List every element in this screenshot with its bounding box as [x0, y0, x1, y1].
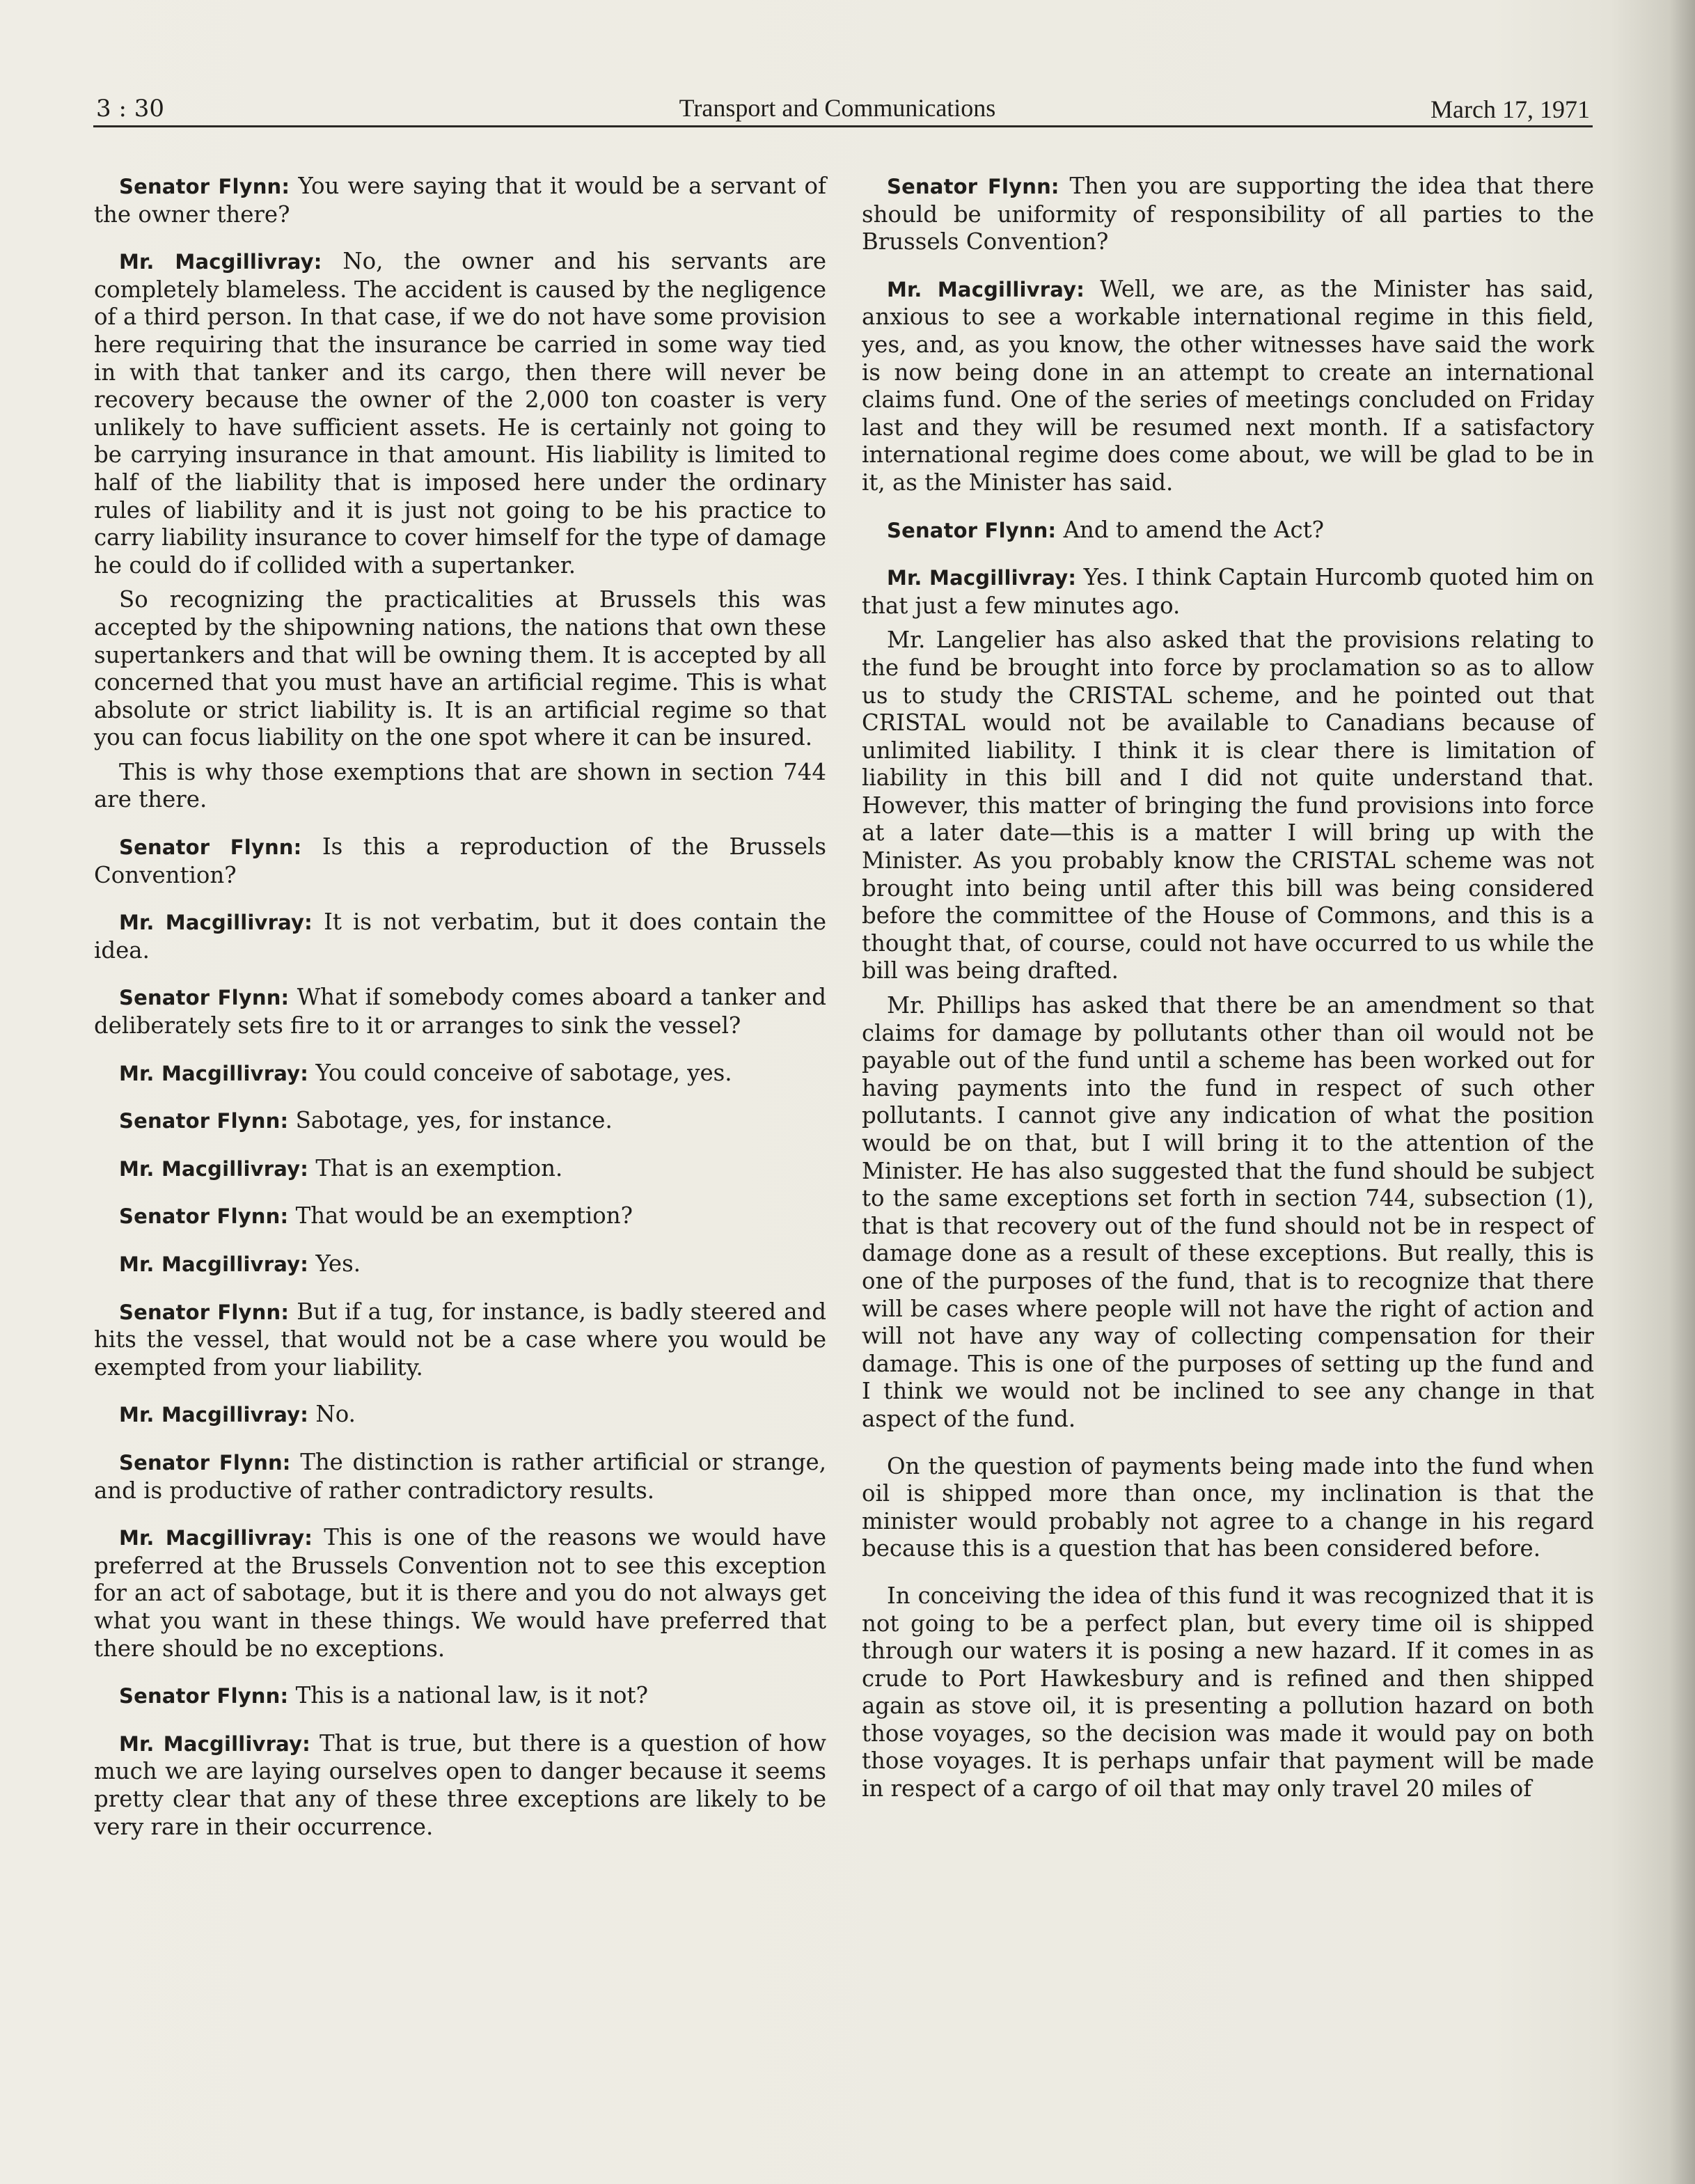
paragraph-text: On the question of payments being made into the fund when oil is shipped more than once, my inclination is that the minister would probably not agree to a change in his regard because this is a question that has been considered before.	[862, 1452, 1594, 1562]
transcript-paragraph	[94, 248, 826, 579]
speaker-name: Senator Flynn:	[119, 1109, 289, 1133]
transcript-paragraph	[94, 1524, 826, 1663]
transcript-paragraph	[94, 1682, 826, 1711]
speaker-name: Mr. Macgillivray:	[119, 1731, 310, 1756]
transcript-paragraph	[94, 1107, 826, 1136]
transcript-paragraph	[862, 1582, 1594, 1803]
transcript-paragraph	[94, 1250, 826, 1279]
paragraph-text: No, the owner and his servants are completely blameless. The accident is caused by the negligence of a third person. In that case, if we do not have some provision here requiring that the insurance be carried in some way tied in with that tanker and its cargo, then there will never be recovery because the owner of the 2,000 ton coaster is very unlikely to have sufficient assets. He is certainly not going to be carrying insurance in that amount. His liability is limited to half of the liability that is imposed here under the ordinary rules of liability and it is just not going to be his practice to carry liability insurance to cover himself for the type of damage he could do if collided with a supertanker.	[94, 248, 827, 579]
publication-title: Transport and Communications	[679, 94, 996, 122]
transcript-paragraph	[862, 564, 1594, 620]
paragraph-text: This is why those exemptions that are shown in section 744 are there.	[94, 758, 826, 813]
page-number: 3 : 30	[96, 95, 164, 123]
paragraph-text: Yes.	[315, 1250, 361, 1277]
page-header	[93, 86, 1593, 131]
speaker-name: Mr. Macgillivray:	[887, 566, 1077, 590]
paragraph-text: That is true, but there is a question of how much we are laying ourselves open to danger because it seems pretty clear that any of these three exceptions are likely to be very rare in their occurrence.	[94, 1729, 826, 1840]
header-rule	[93, 125, 1593, 127]
transcript-paragraph	[94, 1202, 826, 1231]
speaker-name: Mr. Macgillivray:	[119, 1526, 313, 1550]
transcript-paragraph	[94, 1449, 826, 1505]
paragraph-text: Then you are supporting the idea that there should be uniformity of responsibility of all parties to the Brussels Convention?	[862, 173, 1594, 256]
paragraph-text: Well, we are, as the Minister has said, anxious to see a workable international regime in this field, yes, and, as you know, the other witnesses have said the work is now being done in an attempt to create an international claims fund. One of the series of meetings concluded on Friday last and they will be resumed next month. If a satisfactory international regime does come about, we will be glad to be in it, as the Minister has said.	[862, 275, 1594, 496]
speaker-name: Mr. Macgillivray:	[119, 911, 313, 935]
transcript-paragraph	[862, 276, 1594, 497]
transcript-paragraph	[862, 173, 1594, 256]
left-column	[94, 173, 826, 1860]
speaker-name: Senator Flynn:	[119, 986, 290, 1010]
paragraph-text: The distinction is rather artificial or strange, and is productive of rather contradictory results.	[94, 1448, 827, 1504]
speaker-name: Mr. Macgillivray:	[119, 250, 322, 274]
speaker-name: Senator Flynn:	[119, 175, 290, 198]
transcript-paragraph	[94, 1401, 826, 1429]
transcript-paragraph	[94, 173, 826, 228]
paragraph-text: You were saying that it would be a servant of the owner there?	[94, 173, 827, 228]
speaker-name: Mr. Macgillivray:	[119, 1061, 309, 1085]
paragraph-text: In conceiving the idea of this fund it was recognized that it is not going to be a perfect plan, but every time oil is shipped through our waters it is posing a new hazard. If it comes in as crude to Port Hawkesbury and is refined and then shipped again as stove oil, it is presenting a pollution hazard on both those voyages, so the decision was made it would pay on both those voyages. It is perhaps unfair that payment will be made in respect of a cargo of oil that may only travel 20 miles of	[862, 1582, 1594, 1802]
transcript-paragraph	[94, 833, 826, 889]
transcript-paragraph	[94, 1060, 826, 1088]
speaker-name: Senator Flynn:	[887, 518, 1057, 542]
paragraph-text: You could conceive of sabotage, yes.	[315, 1059, 732, 1086]
speaker-name: Mr. Macgillivray:	[887, 277, 1085, 301]
speaker-name: Senator Flynn:	[119, 1684, 289, 1708]
speaker-name: Senator Flynn:	[887, 175, 1059, 198]
paragraph-text: Is this a reproduction of the Brussels Convention?	[94, 833, 826, 888]
paragraph-text: That would be an exemption?	[295, 1202, 633, 1230]
transcript-paragraph	[94, 984, 826, 1039]
paragraph-text: This is a national law, is it not?	[295, 1682, 648, 1709]
speaker-name: Mr. Macgillivray:	[119, 1252, 309, 1276]
paragraph-text: And to amend the Act?	[1063, 516, 1325, 543]
paragraph-text: No.	[315, 1401, 356, 1428]
paragraph-text: It is not verbatim, but it does contain the idea.	[94, 909, 826, 964]
paragraph-text: That is an exemption.	[315, 1154, 563, 1181]
paragraph-text: So recognizing the practicalities at Brussels this was accepted by the shipowning nations, the nations that own these supertankers and that will be owning them. It is accepted by all concerned that you must have an artificial regime. This is what absolute or strict liability is. It is an artificial regime so that you can focus liability on the one spot where it can be insured.	[94, 586, 826, 751]
paragraph-text: But if a tug, for instance, is badly steered and hits the vessel, that would not be a case where you would be exempted from your liability.	[94, 1298, 827, 1381]
transcript-paragraph	[94, 909, 826, 964]
speaker-name: Mr. Macgillivray:	[119, 1403, 309, 1427]
transcript-paragraph	[862, 1453, 1594, 1563]
paragraph-text: Mr. Langelier has also asked that the provisions relating to the fund be brought into force by proclamation so as to allow us to study the CRISTAL scheme, and he pointed out that CRISTAL would not be available to Canadians because of unlimited liability. I think it is clear there is limitation of liability in this bill and I did not quite understand that. However, this matter of bringing the fund provisions into force at a later date—this is a matter I will bring up with the Minister. As you probably know the CRISTAL scheme was not brought into being until after this bill was being considered before the committee of the House of Commons, and this is a thought that, of course, could not have occurred to us while the bill was being drafted.	[862, 627, 1594, 984]
speaker-name: Senator Flynn:	[119, 1204, 289, 1229]
transcript-paragraph	[862, 627, 1594, 985]
speaker-name: Senator Flynn:	[119, 1450, 291, 1475]
transcript-paragraph	[94, 759, 826, 814]
right-column	[862, 173, 1594, 1823]
transcript-paragraph	[862, 517, 1594, 545]
transcript-paragraph	[94, 1730, 826, 1841]
paragraph-text: What if somebody comes aboard a tanker and deliberately sets fire to it or arranges to sink the vessel?	[94, 984, 827, 1039]
paragraph-text: This is one of the reasons we would have preferred at the Brussels Convention not to see this exception for an act of sabotage, but it is there and you do not always get what you want in these things. We would have preferred that there should be no exceptions.	[94, 1524, 826, 1662]
paragraph-text: Sabotage, yes, for instance.	[295, 1107, 613, 1134]
speaker-name: Mr. Macgillivray:	[119, 1156, 309, 1181]
transcript-paragraph	[94, 1298, 826, 1382]
speaker-name: Senator Flynn:	[119, 1300, 290, 1324]
transcript-paragraph	[862, 992, 1594, 1433]
publication-date: March 17, 1971	[1430, 95, 1590, 123]
paragraph-text: Yes. I think Captain Hurcomb quoted him on that just a few minutes ago.	[862, 564, 1595, 619]
transcript-paragraph	[94, 586, 826, 752]
paragraph-text: Mr. Phillips has asked that there be an amendment so that claims for damage by pollutants other than oil would not be payable out of the fund until a scheme has been worked out for having payments into the fund in respect of such other pollutants. I cannot give any indication of what the position would be on that, but I will bring it to the attention of the Minister. He has also suggested that the fund should be subject to the same exceptions set forth in section 744, subsection (1), that is that recovery out of the fund should not be in respect of damage done as a result of these exceptions. But really, this is one of the purposes of the fund, that is to recognize that there will be cases where people will not have the right of action and will not have any way of collecting compensation for their damage. This is one of the purposes of setting up the fund and I think we would not be inclined to see any change in that aspect of the fund.	[862, 992, 1594, 1432]
transcript-paragraph	[94, 1155, 826, 1184]
speaker-name: Senator Flynn:	[119, 835, 302, 860]
